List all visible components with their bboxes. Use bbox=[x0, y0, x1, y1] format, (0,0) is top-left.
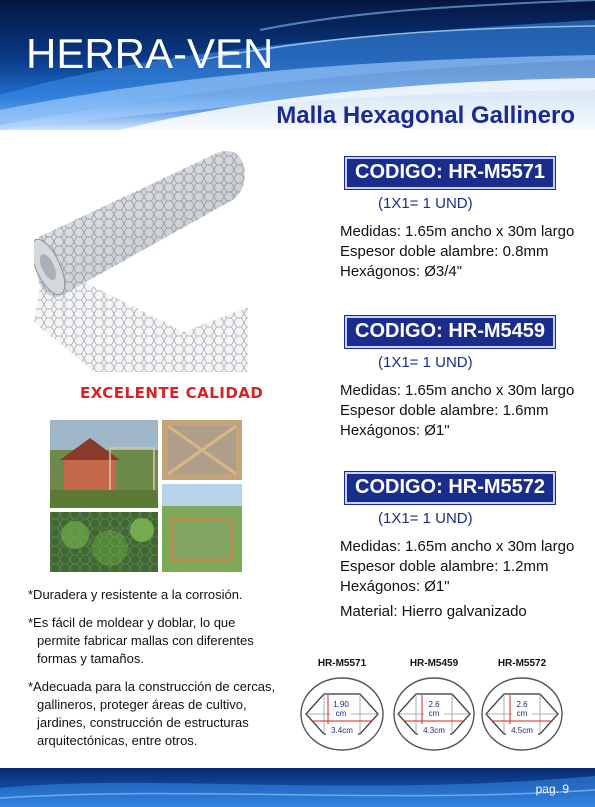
hexagon-diagram bbox=[394, 658, 474, 750]
diagram-height-unit: cm bbox=[516, 709, 528, 718]
feature-item: *Duradera y resistente a la corrosión. bbox=[28, 587, 243, 602]
footer-banner bbox=[0, 768, 595, 807]
product-block bbox=[340, 472, 590, 597]
product-unit: (1X1= 1 UND) bbox=[378, 354, 473, 371]
product-code: CODIGO: HR-M5459 bbox=[345, 316, 555, 348]
hexagon-diagrams bbox=[298, 654, 588, 754]
diagram-height-unit: cm bbox=[335, 709, 347, 718]
feature-item: *Adecuada para la construcción de cercas, gallineros, proteger áreas de cultivo, jardines, construcción de estructuras arquitectónicas, entre otros. bbox=[28, 679, 276, 748]
hexagon-diagram bbox=[301, 658, 383, 750]
hexagon-diagram bbox=[482, 658, 562, 750]
footer-wave-graphic bbox=[0, 768, 595, 807]
usage-photo-collage bbox=[50, 420, 242, 572]
quality-label: EXCELENTE CALIDAD bbox=[80, 384, 264, 402]
diagram-code: HR-M5572 bbox=[497, 658, 547, 669]
product-specs: Medidas: 1.65m ancho x 30m largo Espesor doble alambre: 1.2mm Hexágonos: Ø1" bbox=[340, 538, 575, 595]
diagram-width: 4.3cm bbox=[423, 726, 445, 735]
feature-item: *Es fácil de moldear y doblar, lo que permite fabricar mallas con diferentes formas y tamaños. bbox=[28, 615, 254, 666]
brand-title: HERRA-VEN bbox=[26, 30, 274, 77]
diagram-height-unit: cm bbox=[428, 709, 440, 718]
diagram-height: 2.6 bbox=[428, 700, 440, 709]
diagram-width: 3.4cm bbox=[331, 726, 353, 735]
page-subtitle: Malla Hexagonal Gallinero bbox=[276, 102, 575, 129]
diagram-width: 4.5cm bbox=[511, 726, 533, 735]
product-unit: (1X1= 1 UND) bbox=[378, 195, 473, 212]
product-code: CODIGO: HR-M5571 bbox=[345, 157, 555, 189]
product-block bbox=[340, 157, 590, 282]
features-list bbox=[28, 586, 298, 760]
mesh-roll-image bbox=[34, 147, 248, 372]
page-number: pag. 9 bbox=[535, 782, 569, 796]
diagram-height: 2.6 bbox=[516, 700, 528, 709]
product-specs: Medidas: 1.65m ancho x 30m largo Espesor doble alambre: 0.8mm Hexágonos: Ø3/4" bbox=[340, 223, 575, 280]
diagram-code: HR-M5459 bbox=[409, 658, 459, 669]
diagram-code: HR-M5571 bbox=[317, 658, 367, 669]
product-unit: (1X1= 1 UND) bbox=[378, 510, 473, 527]
material-text: Material: Hierro galvanizado bbox=[340, 603, 527, 620]
product-block bbox=[340, 316, 590, 441]
product-specs: Medidas: 1.65m ancho x 30m largo Espesor doble alambre: 1.6mm Hexágonos: Ø1" bbox=[340, 382, 575, 439]
product-code: CODIGO: HR-M5572 bbox=[345, 472, 555, 504]
diagram-height: 1.90 bbox=[333, 700, 349, 709]
